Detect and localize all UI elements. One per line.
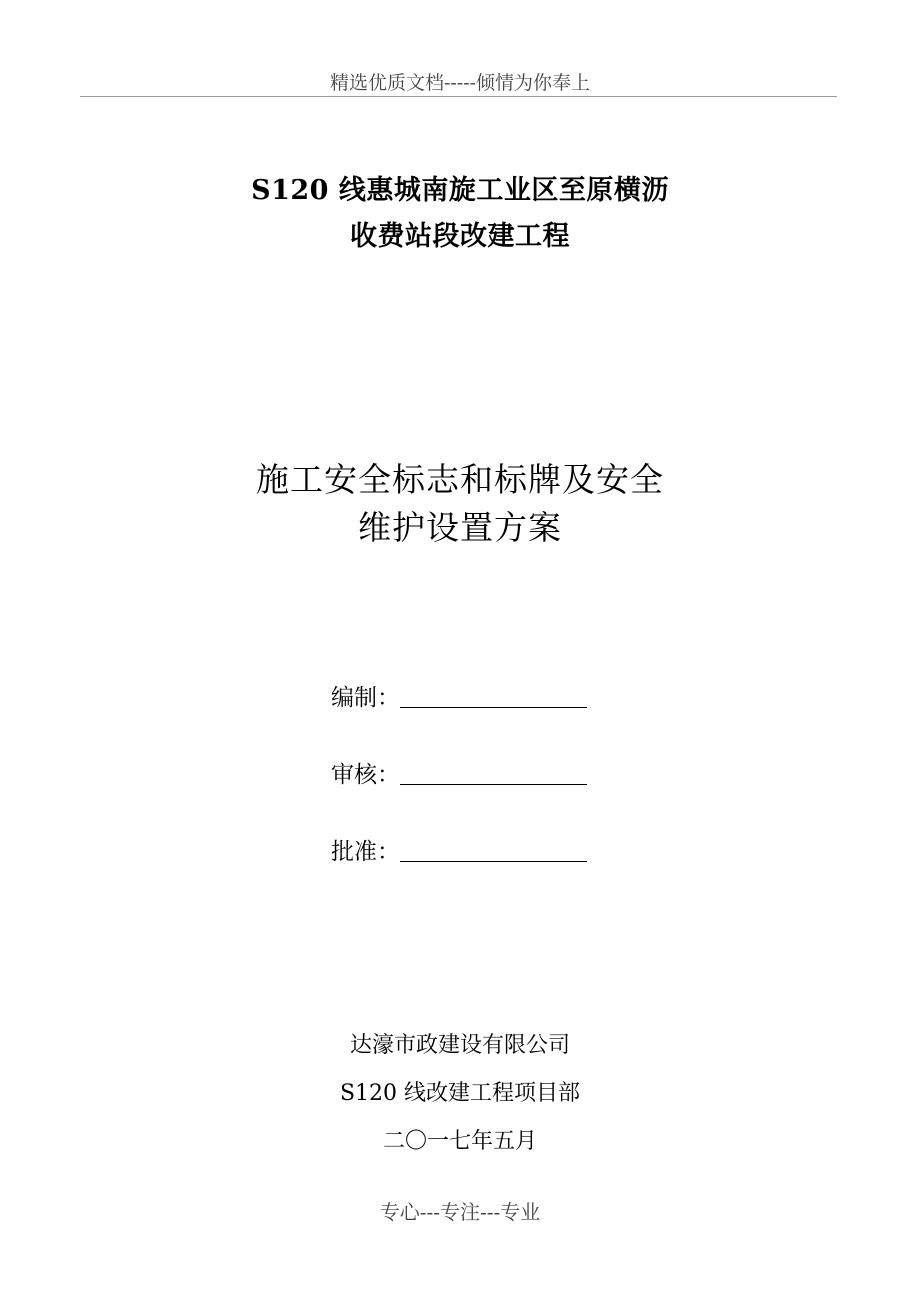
issuer-department: S120 线改建工程项目部 [339,1081,581,1106]
page-footer: 专心---专注---专业 [379,1200,541,1224]
review-row [331,757,587,789]
issue-date: 二〇一七年五月 [382,1129,537,1154]
approve-label: 批准： [331,839,400,865]
project-title-line-2: 收费站段改建工程 [350,221,570,252]
compile-label: 编制： [331,685,400,711]
review-label: 审核： [331,762,400,788]
approve-row [331,834,587,866]
compile-signature-line [400,707,587,708]
review-signature-line [400,784,587,785]
document-title-line-1: 施工安全标志和标牌及安全 [256,460,664,499]
compile-row [331,680,587,712]
approve-signature-line [400,861,587,862]
header-text: 精选优质文档-----倾情为你奉上 [329,72,591,94]
header-divider [80,96,837,97]
project-title-line-1: S120 线惠城南旋工业区至原横沥 [251,175,669,206]
issuer-company: 达濠市政建设有限公司 [349,1033,570,1058]
document-title-line-2: 维护设置方案 [358,508,562,547]
